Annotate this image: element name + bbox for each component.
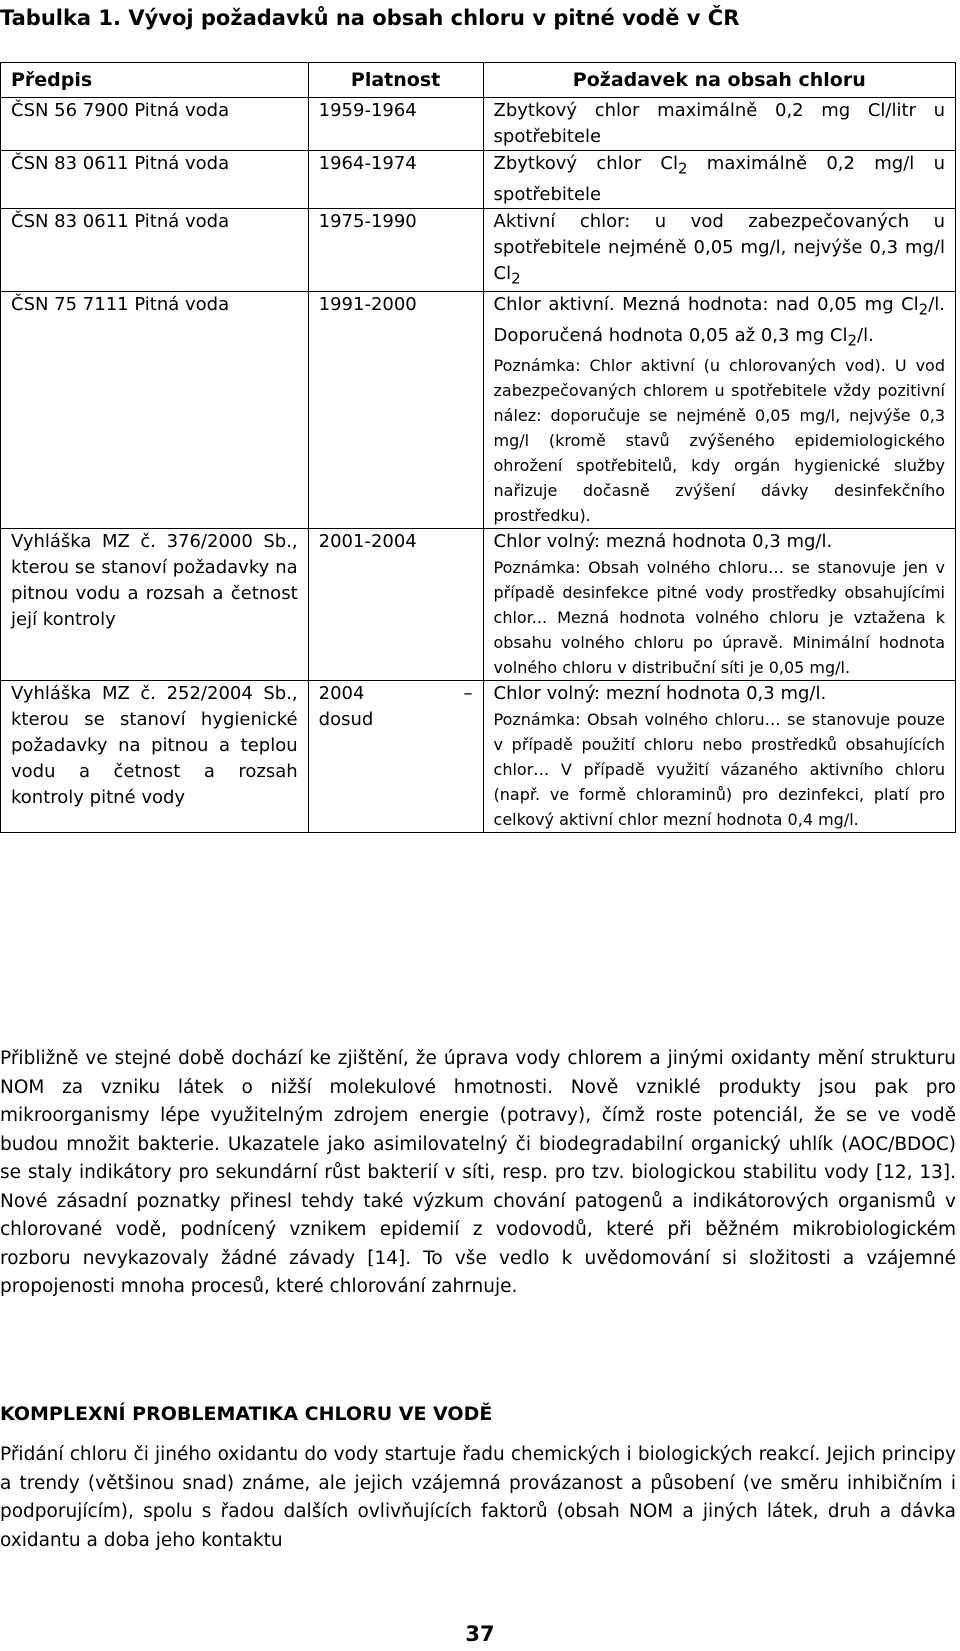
requirement-text: Chlor volný: mezní hodnota 0,3 mg/l. [493,683,827,705]
header-validity: Platnost [308,63,483,98]
table-row [1,529,956,681]
regulation-cell: ČSN 83 0611 Pitná voda [1,208,309,292]
section-heading: KOMPLEXNÍ PROBLEMATIKA CHLORU VE VODĚ [0,1403,493,1425]
subscript: 2 [677,159,688,178]
table-row [1,208,956,292]
regulation-cell: ČSN 83 0611 Pitná voda [1,151,309,209]
validity-cell: 1991-2000 [308,292,483,529]
regulation-cell: ČSN 56 7900 Pitná voda [1,98,309,151]
validity-year: 2004 [318,683,365,705]
chlorine-requirements-table [0,62,956,833]
requirement-part: /l. [857,324,874,346]
requirement-part: Chlor aktivní. Mezná hodnota: nad 0,05 mg Cl [493,294,919,316]
validity-end: dosud [318,709,374,731]
subscript: 2 [847,331,857,350]
body-paragraph: Přidání chloru či jiného oxidantu do vody startuje řadu chemických i biologických reakcí. Jejich principy a trendy (většinou snad) známe, ale jejich vzájemná provázanost a působení (ve směru inhibičním i podporujícím), spolu s řadou dalších ovlivňujících faktorů (obsah NOM a jiných látek, druh a dávka oxidantu a doba jeho kontaktu [0,1444,956,1551]
requirement-note: Poznámka: Chlor aktivní (u chlorovaných vod). U vod zabezpečovaných chlorem u spotřebitele vždy pozitivní nález: doporučuje se nejméně 0,05 mg/l, nejvýše 0,3 mg/l (kromě stavů zvýšeného epidemiologického ohrožení spotřebitelů, kdy orgán hygienické služby nařizuje dočasně zvýšení dávky desinfekčního prostředku). [493,356,945,526]
validity-cell: 2001-2004 [308,529,483,681]
body-paragraph: Přibližně ve stejné době dochází ke zjištění, že úprava vody chlorem a jinými oxidanty mění strukturu NOM za vzniku látek o nižší molekulové hmotnosti. Nově vzniklé produkty jsou pak pro mikroorganismy lépe využitelným zdrojem energie (potravy), čímž roste potenciál, že se ve vodě budou množit bakterie. Ukazatele jako asimilovatelný či biodegradabilní organický uhlík (AOC/BDOC) se staly indikátory pro sekundární růst bakterií v síti, resp. pro tzv. biologickou stabilitu vody [12, 13]. Nové zásadní poznatky přinesl tehdy také výzkum chování patogenů a indikátorových organismů v chlorované vodě, podnícený vznikem epidemií z vodovodů, které při běžném mikrobiologickém rozboru nevykazovaly žádné závady [14]. To vše vedlo k uvědomování si složitosti a vzájemné propojenosti mnoha procesů, které chlorování zahrnuje. [0,1048,956,1297]
requirement-cell [483,681,955,833]
requirement-note: Poznámka: Obsah volného chloru… se stanovuje jen v případě desinfekce pitné vody prostředky obsahujícími chlor... Mezná hodnota volného chloru je vztažena k obsahu volného chloru po úpravě. Minimální hodnota volného chloru v distribuční síti je 0,05 mg/l. [493,558,945,678]
requirement-note: Poznámka: Obsah volného chloru… se stanovuje pouze v případě použití chloru nebo prostředků obsahujících chlor… V případě využití vázaného aktivního chloru (např. ve formě chloraminů) pro dezinfekci, platí pro celkový aktivní chlor mezní hodnota 0,4 mg/l. [493,710,945,830]
requirement-text: Zbytkový chlor Cl [493,153,678,174]
validity-cell: 1959-1964 [308,98,483,151]
validity-start [319,681,473,707]
requirement-cell [483,151,955,209]
validity-cell [308,681,483,833]
table-row [1,292,956,529]
page-number: 37 [465,1622,495,1646]
requirement-cell [483,529,955,681]
requirement-part: /l. Doporučená hodnota 0,05 až 0,3 mg Cl [493,294,945,346]
header-requirement: Požadavek na obsah chloru [483,63,955,98]
table-caption: Tabulka 1. Vývoj požadavků na obsah chloru v pitné vodě v ČR [0,6,740,30]
subscript: 2 [918,300,929,319]
regulation-cell: ČSN 75 7111 Pitná voda [1,292,309,529]
table-row [1,681,956,833]
requirement-text [494,292,945,353]
regulation-cell: Vyhláška MZ č. 376/2000 Sb., kterou se stanoví požadavky na pitnou vodu a rozsah a četnost její kontroly [1,529,309,681]
header-regulation: Předpis [1,63,309,98]
requirement-text: Aktivní chlor: u vod zabezpečovaných u spotřebitele nejméně 0,05 mg/l, nejvýše 0,3 mg/l Cl [493,210,945,284]
validity-cell: 1964-1974 [308,151,483,209]
validity-cell: 1975-1990 [308,208,483,292]
table-row [1,151,956,209]
validity-dash: – [463,683,473,705]
table-row [1,98,956,151]
requirement-text: Chlor volný: mezná hodnota 0,3 mg/l. [493,531,833,553]
requirement-cell: Zbytkový chlor maximálně 0,2 mg Cl/litr u spotřebitele [483,98,955,151]
requirement-text: maximálně 0,2 mg/l u spotřebitele [493,153,945,205]
subscript: 2 [511,269,521,288]
regulation-cell: Vyhláška MZ č. 252/2004 Sb., kterou se stanoví hygienické požadavky na pitnou a teplou vodu a četnost a rozsah kontroly pitné vody [1,681,309,833]
table-header-row [1,63,956,98]
requirement-cell [483,292,955,529]
requirement-cell [483,208,955,292]
